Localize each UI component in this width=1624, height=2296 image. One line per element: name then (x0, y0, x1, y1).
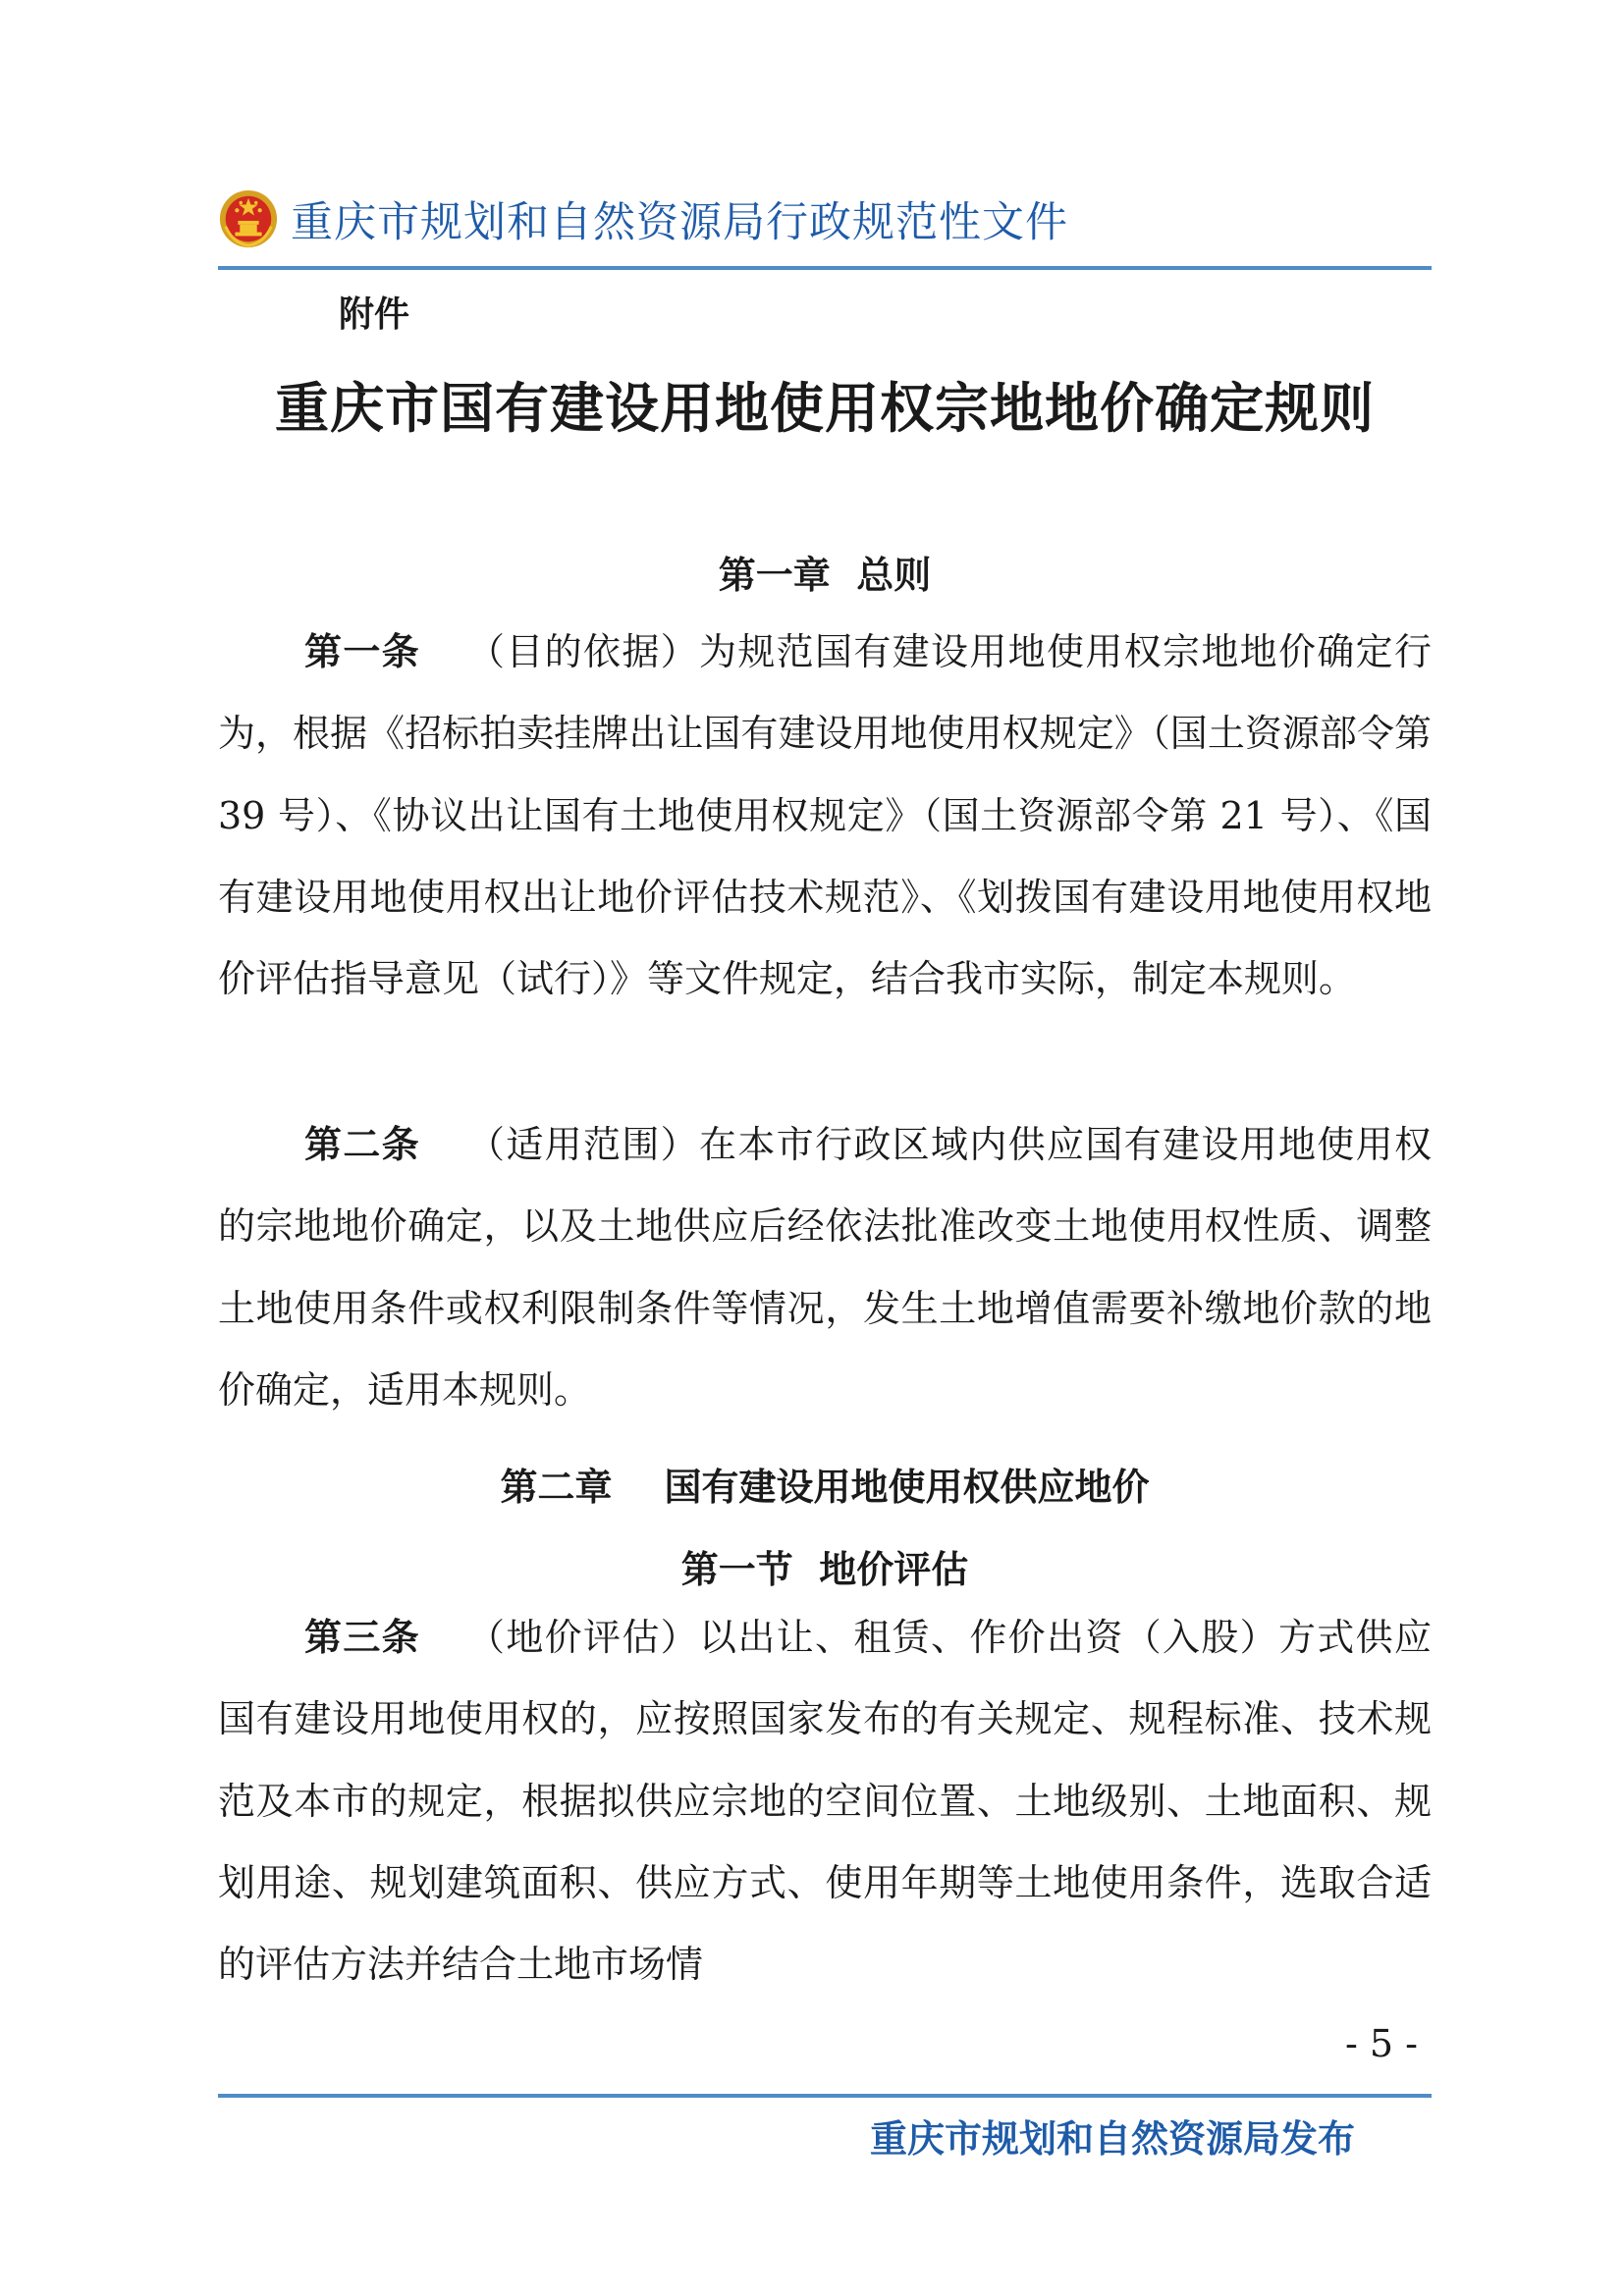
article-1-text: （目的依据）为规范国有建设用地使用权宗地地价确定行为，根据《招标拍卖挂牌出让国有建设用地使用权规定》（国土资源部令第 39 号）、《协议出让国有土地使用权规定》（国土资源部令第 21 号）、《国有建设用地使用权出让地价评估技术规范》、《划拨国有建设用地使用权地价评估指导意见（试行）》等文件规定，结合我市实际，制定本规则。 (218, 630, 1432, 1001)
page-number: - 5 - (1344, 2022, 1418, 2065)
national-emblem-icon (218, 188, 279, 249)
attachment-label: 附件 (339, 294, 410, 335)
article-2-label: 第二条 (304, 1123, 420, 1166)
footer-publisher: 重庆市规划和自然资源局发布 (870, 2117, 1356, 2161)
article-3 (218, 1597, 1432, 2005)
footer-divider (218, 2094, 1432, 2098)
article-3-text: （地价评估）以出让、租赁、作价出资（入股）方式供应国有建设用地使用权的，应按照国家发布的有关规定、规程标准、技术规范及本市的规定，根据拟供应宗地的空间位置、土地级别、土地面积、规划用途、规划建筑面积、供应方式、使用年期等土地使用条件，选取合适的评估方法并结合土地市场情 (218, 1616, 1432, 1987)
article-1 (218, 612, 1432, 1020)
chapter-heading-2: 第二章 国有建设用地使用权供应地价 (500, 1466, 1150, 1509)
section-heading-1: 第一节 地价评估 (680, 1548, 969, 1591)
article-2 (218, 1104, 1432, 1431)
document-header (218, 185, 1068, 253)
header-divider (218, 266, 1432, 270)
header-title: 重庆市规划和自然资源局行政规范性文件 (291, 197, 1068, 247)
chapter-heading-1: 第一章 总则 (718, 554, 932, 597)
article-3-label: 第三条 (304, 1616, 420, 1659)
document-title: 重庆市国有建设用地使用权宗地地价确定规则 (274, 376, 1375, 440)
article-2-text: （适用范围）在本市行政区域内供应国有建设用地使用权的宗地地价确定，以及土地供应后经依法批准改变土地使用权性质、调整土地使用条件或权利限制条件等情况，发生土地增值需要补缴地价款的地价确定，适用本规则。 (218, 1123, 1432, 1412)
article-1-label: 第一条 (304, 630, 420, 673)
